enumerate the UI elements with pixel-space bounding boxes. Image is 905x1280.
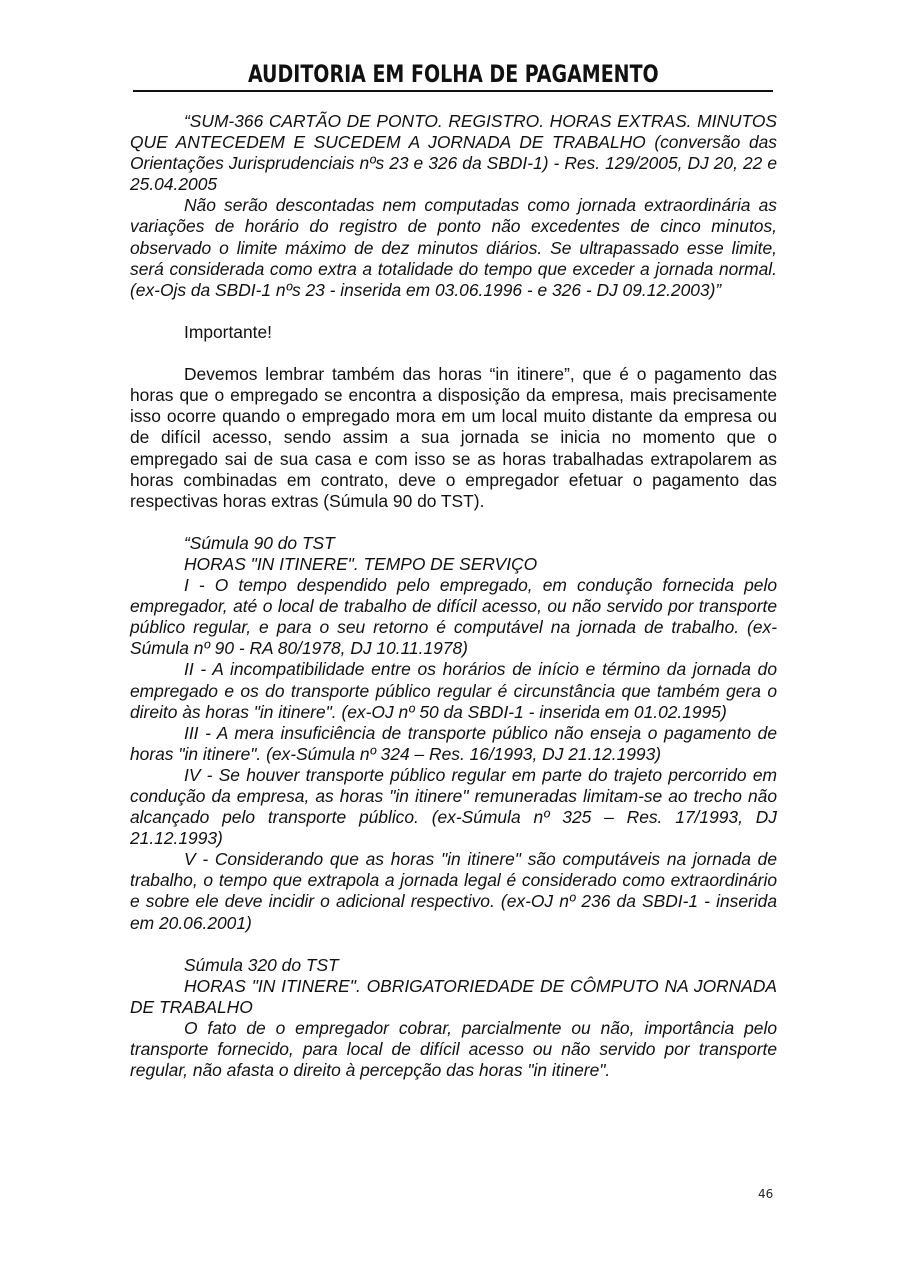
sumula-90-subtitle: HORAS "IN ITINERE". TEMPO DE SERVIÇO <box>184 553 538 574</box>
page-header <box>133 58 773 92</box>
sumula-90-item: IV - Se houver transporte público regular em parte do trajeto percorrido em condução da empresa, as horas "in itinere" remuneradas limitam-se ao trecho não alcançado pelo transporte público. (ex-Súmula nº 325 – Res. 17/1993, DJ 21.12.1993) <box>130 764 777 849</box>
sumula-90-item: I - O tempo despendido pelo empregado, em condução fornecida pelo empregador, até o local de trabalho de difícil acesso, ou não servido por transporte público regular, e para o seu retorno é computável na jornada de trabalho. (ex-Súmula nº 90 - RA 80/1978, DJ 10.11.1978) <box>130 575 777 659</box>
important-label: Importante! <box>184 321 272 342</box>
in-itinere-paragraph: Devemos lembrar também das horas “in itinere”, que é o pagamento das horas que o empregado se encontra a disposição da empresa, mais precisamente isso ocorre quando o empregado mora em um local muito distante da empresa ou de difícil acesso, sendo assim a sua jornada se inicia no momento que o empregado sai de sua casa e com isso se as horas trabalhadas extrapolarem as horas combinadas em contrato, deve o empregador efetuar o pagamento das respectivas horas extras (Súmula 90 do TST). <box>130 364 777 511</box>
sumula-90-item: III - A mera insuficiência de transporte público não enseja o pagamento de horas "in itinere". (ex-Súmula nº 324 – Res. 16/1993, DJ 21.12.1993) <box>130 722 777 764</box>
sumula-366-title: “SUM-366 CARTÃO DE PONTO. REGISTRO. HORAS EXTRAS. MINUTOS QUE ANTECEDEM E SUCEDEM A JORNADA DE TRABALHO (conversão das Orientações Jurisprudenciais nºs 23 e 326 da SBDI-1) - Res. 129/2005, DJ 20, 22 e 25.04.2005 <box>130 111 777 195</box>
sumula-320-title: Súmula 320 do TST <box>184 954 339 975</box>
sumula-320-subtitle: HORAS "IN ITINERE". OBRIGATORIEDADE DE CÔMPUTO NA JORNADA DE TRABALHO <box>130 975 777 1017</box>
sumula-90-item: V - Considerando que as horas "in itinere" são computáveis na jornada de trabalho, o tempo que extrapola a jornada legal é considerado como extraordinário e sobre ele deve incidir o adicional respectivo. (ex-OJ nº 236 da SBDI-1 - inserida em 20.06.2001) <box>130 849 777 933</box>
sumula-90-title: “Súmula 90 do TST <box>184 532 335 553</box>
sumula-366-text: Não serão descontadas nem computadas como jornada extraordinária as variações de horário do registro de ponto não excedentes de cinco minutos, observado o limite máximo de dez minutos diários. Se ultrapassado esse limite, será considerada como extra a totalidade do tempo que exceder a jornada normal. (ex-Ojs da SBDI-1 nºs 23 - inserida em 03.06.1996 - e 326 - DJ 09.12.2003)” <box>130 195 777 300</box>
sumula-90-item: II - A incompatibilidade entre os horários de início e término da jornada do empregado e os do transporte público regular é circunstância que também gera o direito às horas "in itinere". (ex-OJ nº 50 da SBDI-1 - inserida em 01.02.1995) <box>130 659 777 722</box>
sumula-320-text: O fato de o empregador cobrar, parcialmente ou não, importância pelo transporte fornecido, para local de difícil acesso ou não servido por transporte regular, não afasta o direito à percepção das horas "in itinere". <box>130 1018 777 1081</box>
page-number: 46 <box>758 1187 774 1201</box>
header-title: AUDITORIA EM FOLHA DE PAGAMENTO <box>247 60 659 88</box>
document-body <box>130 111 777 1081</box>
